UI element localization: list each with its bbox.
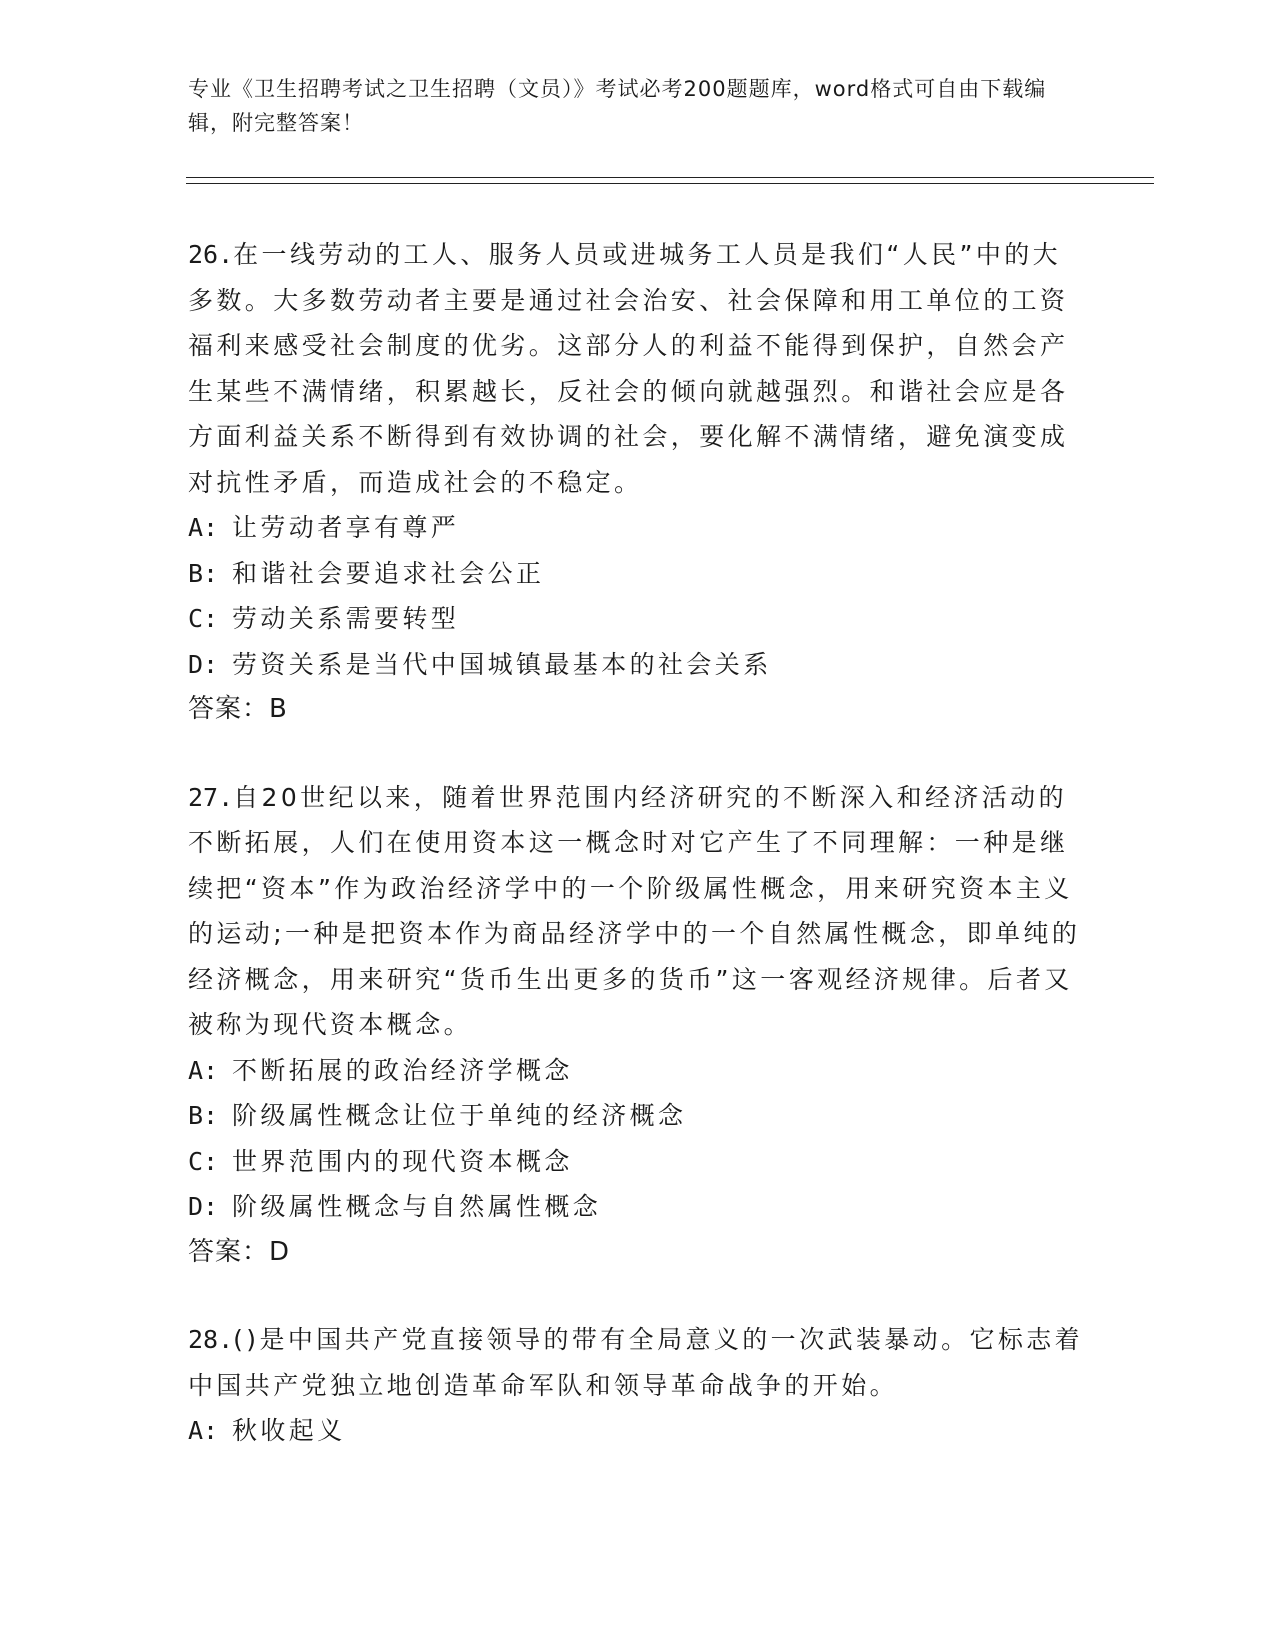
option-c: [188, 1139, 1088, 1185]
question-stem: [188, 232, 1088, 505]
option-d: [188, 1184, 1088, 1230]
option-text: 劳动关系需要转型: [232, 604, 460, 633]
option-text: 阶级属性概念让位于单纯的经济概念: [232, 1101, 687, 1130]
question-27: [188, 775, 1088, 1276]
option-letter: C:: [188, 604, 219, 633]
question-spacer: [188, 1275, 1088, 1317]
question-number: 27.: [188, 782, 234, 812]
option-d: [188, 642, 1088, 688]
header-divider-top: [186, 177, 1154, 178]
question-text: 在一线劳动的工人、服务人员或进城务工人员是我们“人民”中的大多数。大多数劳动者主要是通过社会治安、社会保障和用工单位的工资福利来感受社会制度的优劣。这部分人的利益不能得到保护，自然会产生某些不满情绪，积累越长，反社会的倾向就越强烈。和谐社会应是各方面利益关系不断得到有效协调的社会，要化解不满情绪，避免演变成对抗性矛盾，而造成社会的不稳定。: [188, 240, 1069, 497]
option-letter: A:: [188, 513, 219, 542]
option-letter: D:: [188, 1192, 219, 1221]
option-text: 世界范围内的现代资本概念: [232, 1146, 573, 1176]
option-b: [188, 1093, 1088, 1139]
question-number: 28.: [188, 1325, 234, 1354]
option-text: 秋收起义: [232, 1416, 346, 1445]
option-letter: D:: [188, 649, 219, 679]
option-letter: B:: [188, 558, 219, 588]
option-a: [188, 505, 1088, 551]
question-spacer: [188, 733, 1088, 775]
option-letter: C:: [188, 1146, 219, 1176]
option-text: 让劳动者享有尊严: [232, 513, 460, 542]
document-header: 专业《卫生招聘考试之卫生招聘（文员）》考试必考200题题库，word格式可自由下载编辑，附完整答案！: [188, 77, 1047, 135]
option-text: 劳资关系是当代中国城镇最基本的社会关系: [232, 649, 772, 679]
answer-line: 答案：D: [188, 1236, 291, 1267]
option-a: [188, 1048, 1088, 1094]
question-text: ()是中国共产党直接领导的带有全局意义的一次武装暴动。它标志着中国共产党独立地创造革命军队和领导革命战争的开始。: [188, 1325, 1084, 1400]
header-divider-bottom: [186, 183, 1154, 184]
question-list: [188, 232, 1088, 1454]
option-letter: A:: [188, 1055, 219, 1085]
option-c: [188, 596, 1088, 642]
option-b: [188, 551, 1088, 597]
question-stem: [188, 1317, 1088, 1408]
option-letter: A:: [188, 1416, 219, 1445]
question-number: 26.: [188, 240, 234, 269]
option-letter: B:: [188, 1101, 219, 1130]
question-28: [188, 1317, 1088, 1454]
option-text: 阶级属性概念与自然属性概念: [232, 1192, 602, 1221]
option-a: [188, 1408, 1088, 1454]
question-26: [188, 232, 1088, 733]
answer-line: 答案：B: [188, 694, 288, 724]
option-text: 不断拓展的政治经济学概念: [232, 1055, 573, 1085]
option-text: 和谐社会要追求社会公正: [232, 558, 545, 588]
question-stem: [188, 775, 1088, 1048]
question-text: 自20世纪以来，随着世界范围内经济研究的不断深入和经济活动的不断拓展，人们在使用资本这一概念时对它产生了不同理解：一种是继续把“资本”作为政治经济学中的一个阶级属性概念，用来研究资本主义的运动;一种是把资本作为商品经济学中的一个自然属性概念，即单纯的经济概念，用来研究“货币生出更多的货币”这一客观经济规律。后者又被称为现代资本概念。: [188, 782, 1081, 1039]
